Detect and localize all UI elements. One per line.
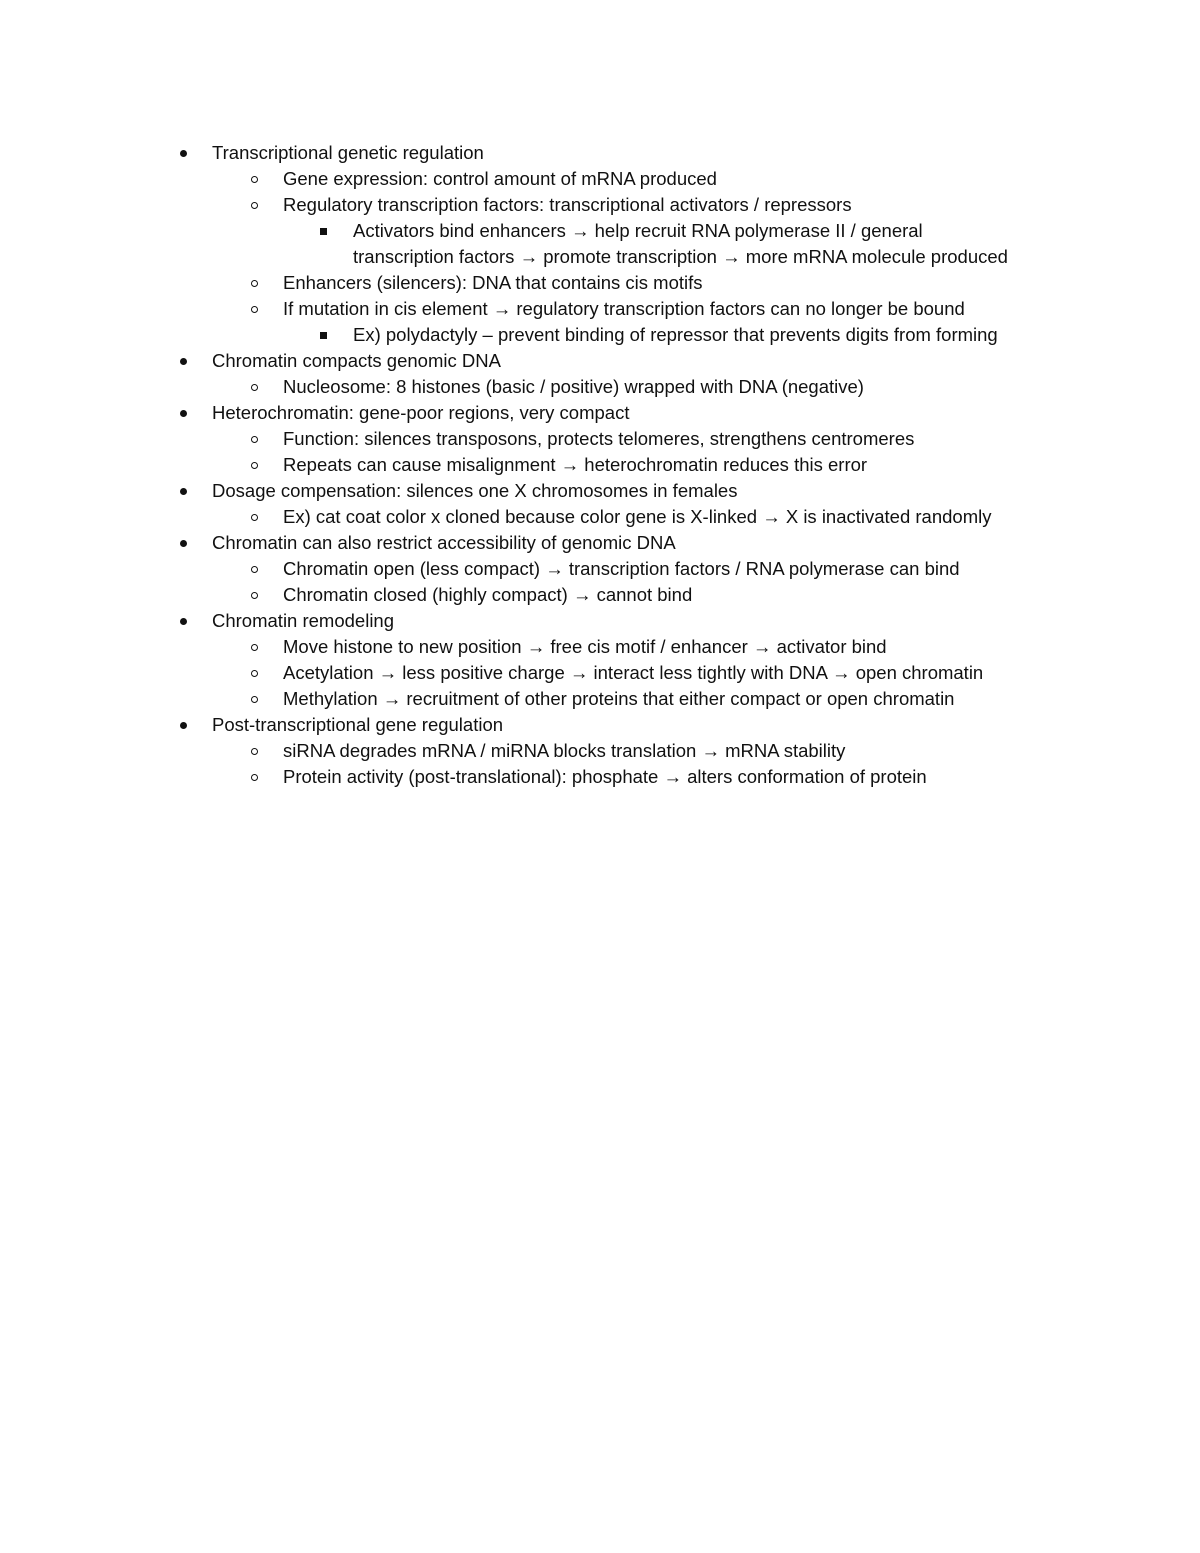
list-item-level-2 bbox=[0, 166, 1200, 192]
list-item-level-2 bbox=[0, 374, 1200, 400]
list-item-text: If mutation in cis element → regulatory transcription factors can no longer be bound bbox=[283, 298, 965, 319]
list-item-text: Regulatory transcription factors: transcriptional activators / repressors bbox=[283, 194, 852, 215]
filled-circle-bullet-icon bbox=[177, 400, 191, 426]
list-item-text: Chromatin can also restrict accessibility of genomic DNA bbox=[212, 532, 676, 553]
list-item-text: Dosage compensation: silences one X chromosomes in females bbox=[212, 480, 738, 501]
filled-circle-bullet-icon bbox=[177, 608, 191, 634]
list-item-level-1 bbox=[0, 140, 1200, 166]
list-item-level-1 bbox=[0, 712, 1200, 738]
hollow-circle-bullet-icon bbox=[249, 166, 263, 192]
hollow-circle-bullet-icon bbox=[249, 426, 263, 452]
list-item-text: Transcriptional genetic regulation bbox=[212, 142, 484, 163]
list-item-level-2 bbox=[0, 738, 1200, 764]
list-item-level-2 bbox=[0, 660, 1200, 686]
list-item-text: Nucleosome: 8 histones (basic / positive) wrapped with DNA (negative) bbox=[283, 376, 864, 397]
hollow-circle-bullet-icon bbox=[249, 556, 263, 582]
hollow-circle-bullet-icon bbox=[249, 504, 263, 530]
list-item-text: Repeats can cause misalignment → heterochromatin reduces this error bbox=[283, 454, 868, 475]
filled-circle-bullet-icon bbox=[177, 348, 191, 374]
list-item-text: Enhancers (silencers): DNA that contains cis motifs bbox=[283, 272, 703, 293]
list-item-level-2 bbox=[0, 192, 1200, 218]
list-item-level-1 bbox=[0, 348, 1200, 374]
list-item-text: Ex) cat coat color x cloned because color gene is X-linked → X is inactivated randomly bbox=[283, 506, 992, 527]
list-item-level-1 bbox=[0, 400, 1200, 426]
hollow-circle-bullet-icon bbox=[249, 686, 263, 712]
list-item-level-2 bbox=[0, 556, 1200, 582]
list-item-level-2 bbox=[0, 764, 1200, 790]
list-item-level-2 bbox=[0, 452, 1200, 478]
hollow-circle-bullet-icon bbox=[249, 660, 263, 686]
list-item-level-2 bbox=[0, 426, 1200, 452]
filled-circle-bullet-icon bbox=[177, 712, 191, 738]
hollow-circle-bullet-icon bbox=[249, 582, 263, 608]
filled-circle-bullet-icon bbox=[177, 530, 191, 556]
list-item-level-1 bbox=[0, 608, 1200, 634]
filled-circle-bullet-icon bbox=[177, 140, 191, 166]
square-bullet-icon bbox=[318, 322, 332, 348]
list-item-text: Move histone to new position → free cis motif / enhancer → activator bind bbox=[283, 636, 887, 657]
list-item-level-2 bbox=[0, 686, 1200, 712]
list-item-text: Chromatin compacts genomic DNA bbox=[212, 350, 501, 371]
list-item-text: Gene expression: control amount of mRNA produced bbox=[283, 168, 717, 189]
list-item-level-2 bbox=[0, 504, 1200, 530]
list-item-text: Chromatin remodeling bbox=[212, 610, 395, 631]
list-item-level-3 bbox=[0, 322, 1200, 348]
list-item-text: Activators bind enhancers → help recruit RNA polymerase II / general bbox=[353, 220, 923, 241]
hollow-circle-bullet-icon bbox=[249, 296, 263, 322]
list-item-text: transcription factors → promote transcription → more mRNA molecule produced bbox=[353, 246, 1008, 267]
hollow-circle-bullet-icon bbox=[249, 764, 263, 790]
hollow-circle-bullet-icon bbox=[249, 374, 263, 400]
list-item-text: Methylation → recruitment of other proteins that either compact or open chromatin bbox=[283, 688, 955, 709]
list-item-level-2 bbox=[0, 634, 1200, 660]
list-item-level-2 bbox=[0, 582, 1200, 608]
list-item-level-2 bbox=[0, 270, 1200, 296]
list-item-level-1 bbox=[0, 530, 1200, 556]
list-item-text: Ex) polydactyly – prevent binding of repressor that prevents digits from forming bbox=[353, 324, 998, 345]
list-item-level-3-continuation bbox=[0, 244, 1200, 270]
list-item-level-3 bbox=[0, 218, 1200, 244]
list-item-text: Protein activity (post-translational): phosphate → alters conformation of protein bbox=[283, 766, 927, 787]
notes-document bbox=[0, 140, 1200, 790]
hollow-circle-bullet-icon bbox=[249, 634, 263, 660]
filled-circle-bullet-icon bbox=[177, 478, 191, 504]
list-item-text: Chromatin open (less compact) → transcription factors / RNA polymerase can bind bbox=[283, 558, 960, 579]
list-item-text: Post-transcriptional gene regulation bbox=[212, 714, 504, 735]
hollow-circle-bullet-icon bbox=[249, 452, 263, 478]
list-item-text: Chromatin closed (highly compact) → cannot bind bbox=[283, 584, 693, 605]
list-item-text: Heterochromatin: gene-poor regions, very compact bbox=[212, 402, 630, 423]
list-item-text: Acetylation → less positive charge → interact less tightly with DNA → open chromatin bbox=[283, 662, 984, 683]
list-item-level-1 bbox=[0, 478, 1200, 504]
hollow-circle-bullet-icon bbox=[249, 270, 263, 296]
list-item-text: Function: silences transposons, protects telomeres, strengthens centromeres bbox=[283, 428, 915, 449]
list-item-level-2 bbox=[0, 296, 1200, 322]
list-item-text: siRNA degrades mRNA / miRNA blocks translation → mRNA stability bbox=[283, 740, 846, 761]
hollow-circle-bullet-icon bbox=[249, 192, 263, 218]
hollow-circle-bullet-icon bbox=[249, 738, 263, 764]
square-bullet-icon bbox=[318, 218, 332, 244]
